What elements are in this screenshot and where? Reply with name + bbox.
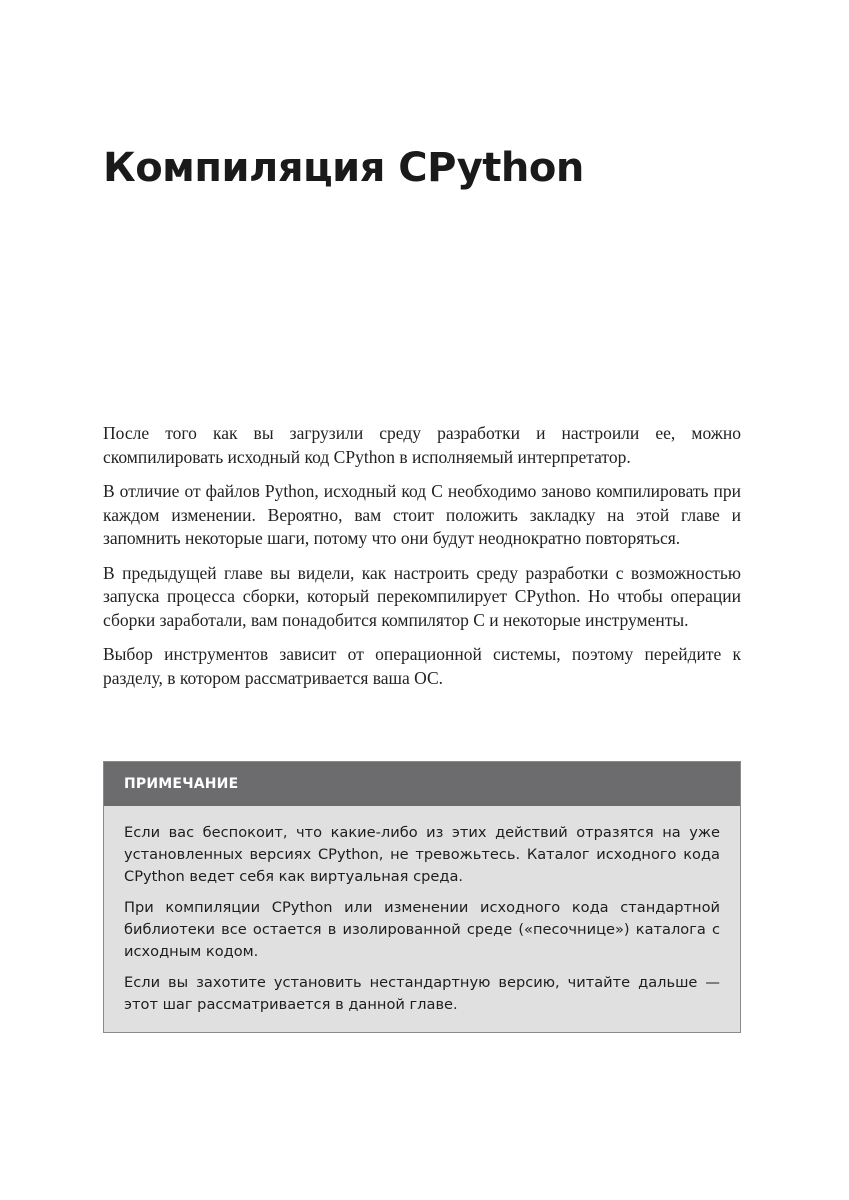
paragraph: В предыдущей главе вы видели, как настроить среду разработки с возможностью запуска процесса сборки, который перекомпилирует CPython. Но чтобы операции сборки заработали, вам понадобится компилятор C и некоторые инструменты. (103, 562, 741, 630)
paragraph: Выбор инструментов зависит от операционной системы, поэтому перейдите к разделу, в котором рассматривается ваша ОС. (103, 644, 741, 688)
note-paragraph: Если вас беспокоит, что какие-либо из этих действий отразятся на уже установленных версиях CPython, не тревожьтесь. Каталог исходного кода CPython ведет себя как виртуальная среда. (124, 824, 720, 885)
chapter-title: Компиляция CPython (103, 145, 584, 191)
note-paragraph: Если вы захотите установить нестандартную версию, читайте дальше — этот шаг рассматривается в данной главе. (124, 974, 720, 1013)
note-paragraph: При компиляции CPython или изменении исходного кода стандартной библиотеки все остается в изолированной среде («песочнице») каталога с исходным кодом. (124, 899, 720, 960)
note-box (103, 761, 741, 1033)
body-text (103, 422, 741, 701)
paragraph: В отличие от файлов Python, исходный код C необходимо заново компилировать при каждом изменении. Вероятно, вам стоит положить закладку на этой главе и запомнить некоторые шаги, потому что они будут неоднократно повторяться. (103, 481, 741, 548)
note-heading: ПРИМЕЧАНИЕ (104, 762, 740, 806)
paragraph: После того как вы загрузили среду разработки и настроили ее, можно скомпилировать исходный код CPython в исполняемый интерпретатор. (103, 423, 741, 467)
note-body (104, 806, 740, 1016)
